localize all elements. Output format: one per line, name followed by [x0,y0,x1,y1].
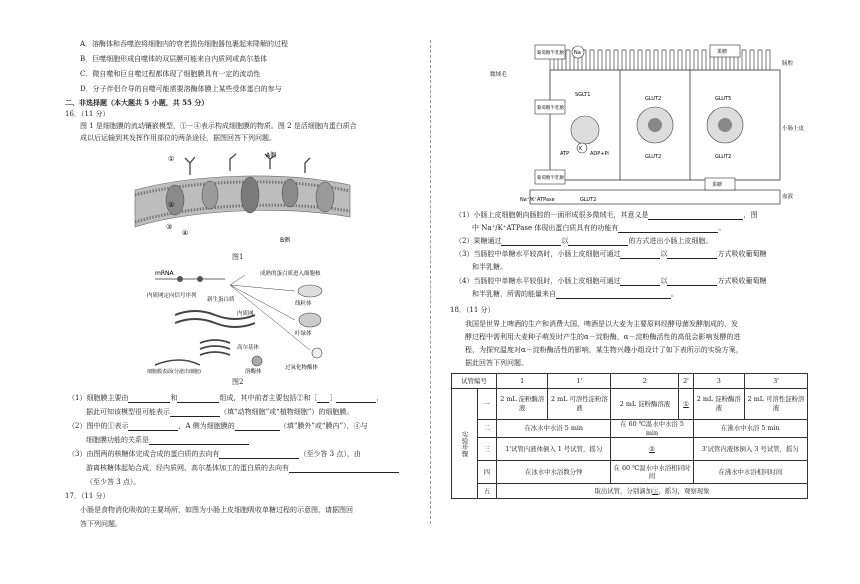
r1-c5: 2 mL 淀粉酶溶液 [693,389,744,420]
r2-c2: 在 60 ℃温水中水浴 5 min [611,420,693,438]
fig2-new-protein-label: 新生蛋白质 [207,297,235,303]
fig2-mrna-label: mRNA [155,270,174,277]
section-title: 二、非选择题（本大题共 5 小题，共 55 分） [65,98,209,107]
q16-intro-line1: 图 1 是细胞膜的流动镶嵌模型，①－④表示构成细胞膜的物质。图 2 是活细胞内蛋白质合 [80,122,357,130]
tube-1p: 1' [548,374,611,389]
epithelium-label: 小肠上皮 [782,126,805,132]
q18-intro-line2: 酵过程中需利用大麦种子萌发时产生的α－淀粉酶，α－淀粉酶活性的高低会影响发酵的进 [465,333,741,341]
tube-2p: 2' [679,374,693,389]
q17-intro-line2: 答下列问题。 [80,520,122,528]
fig1-a-side-label: A侧 [266,152,277,159]
answer-blank-13[interactable] [501,237,561,246]
q17-part1-line2: 中 Na⁺/K⁺ATPase 体现出蛋白质具有的功能有 。 [472,224,726,232]
blood-glucose-label: 葡萄糖半乳糖 [537,176,564,181]
answer-blank-3[interactable] [317,394,329,403]
q16-intro-line2: 成以后运输到其发挥作用部位的两条途径，据图回答下列问题。 [80,134,276,142]
adp-label: ADP+Pi [590,151,609,157]
r5-content: 取出试管，分别滴加③，摇匀，观察现象 [497,484,808,499]
step-2: 二 [477,420,496,438]
table-row [452,461,808,484]
glut2-label-mid: GLUT2 [645,154,662,160]
q17-part1-line1: （1）小肠上皮细胞朝向肠腔的一面形成很多微绒毛，其意义是 ，图 [455,211,758,219]
fig1-marker-4: ④ [182,229,189,237]
q16-part1-line2: 据此可知该模型很可能表示 （填“动物细胞”或“植物细胞”）的细胞膜。 [86,408,354,416]
fig1-b-side-label: B侧 [280,237,291,244]
tube-1: 1 [497,374,548,389]
fig2-mito-label: 线粒体 [295,301,312,307]
lumen-label: 肠腔 [782,61,794,67]
q18-header: 18．（11 分） [450,306,495,314]
atp-label: ATP [560,151,570,157]
fig2-membrane-label: 细胞膜表面(分泌出细胞) [147,369,201,375]
r1-c2: 2 mL 可溶性淀粉溶液 [548,389,611,420]
q16-part3-line1: （3）由图两的核糖体完成合成的蛋白质的去向有 （至少答 3 点），由 [68,450,361,458]
tube-3: 3 [693,374,744,389]
r3-c2-blank[interactable]: ② [611,438,693,461]
r3-c3: 3'试管内液体倒入 3 号试管，摇匀 [693,438,807,461]
q16-part2-line1: （2）图中的①表示 ，A 侧为细胞膜的 （填“膜外”或“膜内”），④与 [68,422,368,430]
q16-part2-line2: 细胞膜功能的关系是 [86,436,249,445]
answer-blank-6[interactable] [128,422,178,431]
steps-side-label: 实验步骤 [452,389,478,499]
lumen-na-label: Na [574,50,581,56]
answer-blank-19[interactable] [556,290,671,299]
answer-blank-16[interactable] [667,250,717,259]
answer-blank-5[interactable] [170,408,220,417]
r2-c1: 在冰水中水浴 5 min [497,420,611,438]
answer-blank-7[interactable] [235,422,280,431]
q18-intro-line4: 据此回答下列问题。 [465,359,528,367]
fig2-mature-protein-label: 成熟的蛋白质进入细胞核 [260,271,321,277]
r4-c2: 在 60 ℃温水中水浴相同时间 [611,461,693,484]
table-row [452,420,808,438]
step-1: 一 [477,389,496,420]
fig2-peroxisome-label: 过氧化物酶体 [285,365,319,371]
blood-label: 血液 [782,194,794,200]
lumen-fructose-label: 果糖 [717,49,728,55]
fig2-er-label: 内质网 [237,311,254,317]
answer-blank-17[interactable] [620,277,660,286]
q16-part1-line1: （1）细胞膜主要由 和 组成，其中前者主要包括②和［ ］ ， [68,394,384,402]
answer-blank-12[interactable] [618,224,718,233]
lumen-glucose-label: 葡萄糖半乳糖 [537,51,564,56]
figure2-protein-transport [145,265,345,375]
sglt1-label: SGLT1 [575,92,591,98]
fig2-lysosome-label: 溶酶体 [245,369,262,375]
glut5-label: GLUT5 [715,96,732,102]
q16-part3-line3: （至少答 3 点）。 [86,478,141,486]
answer-blank-11[interactable] [648,211,743,220]
table-header-row [452,374,808,389]
step-3: 三 [477,438,496,461]
answer-blank-1[interactable] [128,394,170,403]
answer-blank-9[interactable] [219,450,299,459]
r1-c1: 2 mL 淀粉酶溶液 [497,389,548,420]
figure1-caption: 图1 [232,253,244,261]
answer-blank-10[interactable] [289,464,399,473]
table-row [452,438,808,461]
fig1-marker-1: ① [168,155,175,163]
fig1-marker-3: ③ [166,223,173,231]
glut2-label-bottom: GLUT2 [580,197,597,203]
step-5: 五 [477,484,496,499]
k-label: K [579,146,583,152]
r1-c6: 2 mL 可溶性淀粉溶液 [744,389,807,420]
glut2-label-top: GLUT2 [645,96,662,102]
q17-part4-line2: 和半乳糖，所需的能量来自 。 [472,290,678,298]
pump-label: Na⁺/K⁺ATPase [520,197,555,203]
q17-header: 17．（11 分） [65,492,110,500]
answer-blank-15[interactable] [620,250,660,259]
tube-3p: 3' [744,374,807,389]
r2-c3: 在沸水中水浴 5 min [693,420,807,438]
figure2-caption: 图2 [232,378,244,386]
option-a[interactable]: A．溶酶体和吞噬泡将细胞内的衰老损伤细胞器包裹起来降解的过程 [80,40,289,48]
figure-intestinal-absorption [490,40,805,210]
table-row [452,389,808,420]
r1-c3: 2 mL 淀粉酶溶液 [611,389,679,420]
option-b[interactable]: B．巨噬细胞形成自噬体的双层膜可能来自内质网或高尔基体 [80,55,268,63]
blood-fructose-label: 果糖 [712,182,723,188]
cell-glucose-label: 葡萄糖半乳糖 [537,106,564,111]
tube-2: 2 [611,374,679,389]
table-header-label: 试管编号 [452,374,497,389]
q17-part4-line1: （4）当肠腔中单糖水平较低时，小肠上皮细胞可通过 以 方式吸收葡萄糖 [455,277,767,285]
q17-part2: （2）果糖通过 以 的方式进出小肠上皮细胞。 [455,237,713,245]
q16-part3-line2: 游离核糖体起始合成，经内质网、高尔基体加工的蛋白质的去向有 [86,464,399,473]
r3-c1: 1'试管内液体倒入 1 号试管，摇匀 [497,438,611,461]
microvilli-label: 微绒毛 [490,72,507,78]
fig2-er-sorting-label: 内质网定向信号序列 [147,293,197,299]
q17-part3-line1: （3）当肠腔中单糖水平较高时，小肠上皮细胞可通过 以 方式吸收葡萄糖 [455,250,767,258]
column-divider [430,40,431,524]
r4-c1: 在冰水中水浴数分钟 [497,461,611,484]
figure1-membrane-model [130,145,355,245]
option-c[interactable]: C．微自噬和巨自噬过程都体现了细胞膜具有一定的流动性 [80,70,261,78]
q17-part3-line2: 和半乳糖。 [472,263,507,271]
option-d[interactable]: D．分子伴侣介导的自噬可能需要溶酶体膜上某些受体蛋白的参与 [80,85,282,93]
q18-intro-line1: 我国是世界上啤酒的生产和消费大国，啤酒是以大麦为主要原料经酵母菌发酵制成的，发 [465,320,738,328]
r5-blank[interactable]: ③ [652,486,659,495]
q18-intro-line3: 程，为探究温度对α－淀粉酶活性的影响，某生物兴趣小组设计了如下表所示的实验方案， [465,346,743,354]
r4-c3: 在沸水中水浴相同时间 [693,461,807,484]
answer-blank-18[interactable] [667,277,717,286]
step-4: 四 [477,461,496,484]
answer-blank-8[interactable] [149,436,249,445]
answer-blank-2[interactable] [177,394,219,403]
table-row [452,484,808,499]
fig2-golgi-label: 高尔基体 [237,345,260,351]
answer-blank-14[interactable] [568,237,628,246]
answer-blank-4[interactable] [336,394,376,403]
experiment-table [451,373,808,499]
q16-header: 16．（11 分） [65,110,110,118]
fig1-marker-2: ② [168,201,175,209]
fig2-chloroplast-label: 叶绿体 [295,331,312,337]
r1-c4-blank[interactable]: ① [679,389,693,420]
q17-intro-line1: 小肠是食物消化吸收的主要场所，如图为小肠上皮细胞吸收单糖过程的示意图，请据图回 [80,506,353,514]
glut2-label-right: GLUT2 [715,154,732,160]
